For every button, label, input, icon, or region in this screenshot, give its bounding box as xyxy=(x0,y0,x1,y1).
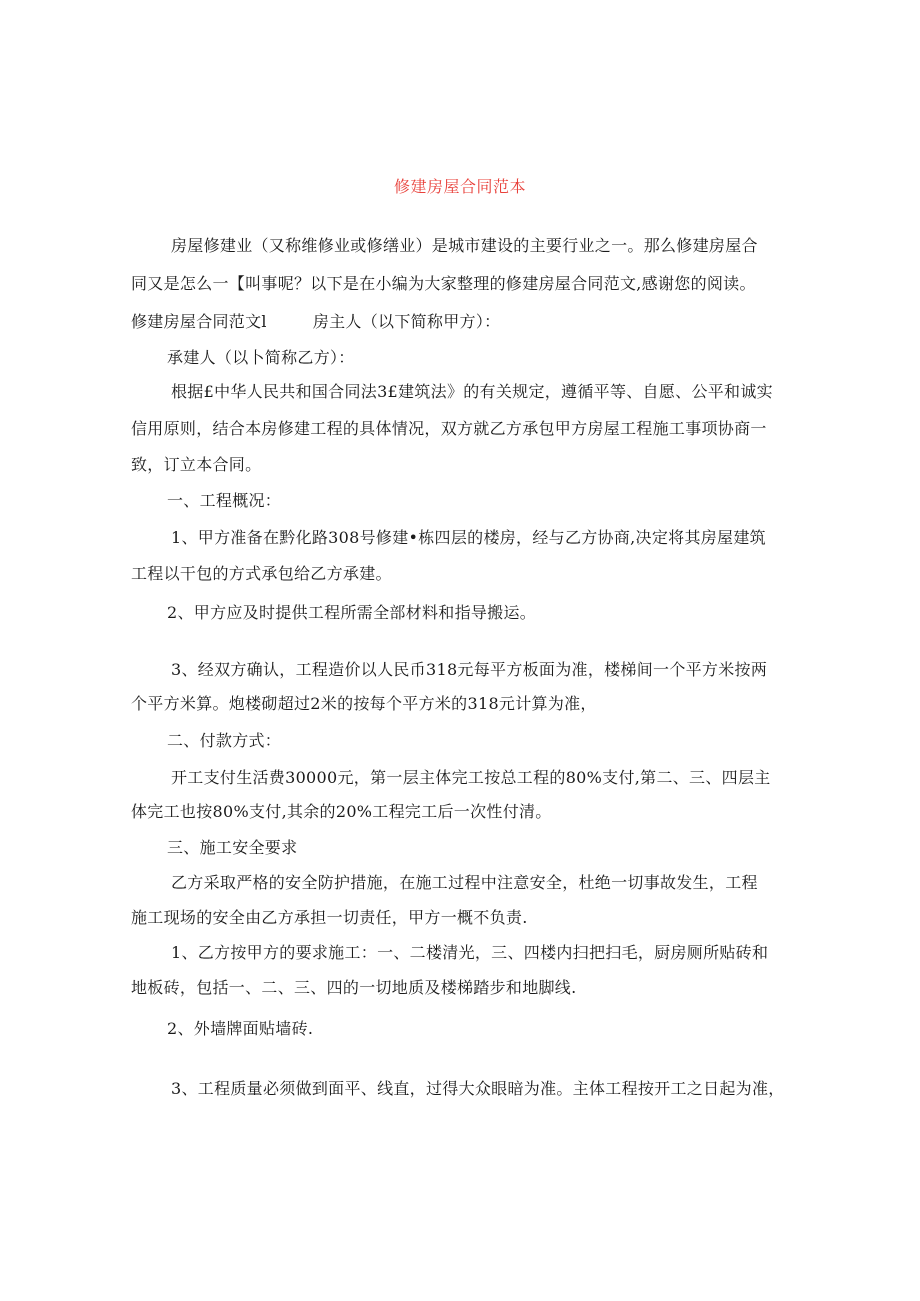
clause-3-2: 2、外墙牌面贴墙砖. xyxy=(167,1019,314,1038)
clause-1-1-line-1: 1、甲方准备在黔化路308号修建•栋四层的楼房，经与乙方协商,决定将其房屋建筑 xyxy=(171,528,766,547)
basis-line-1: 根据£中华人民共和国合同法3£建筑法》的有关规定，遵循平等、自愿、公平和诚实 xyxy=(171,382,773,401)
safety-line-1: 乙方采取严格的安全防护措施，在施工过程中注意安全，杜绝一切事故发生，工程 xyxy=(171,873,758,892)
section-1-heading: 一、工程概况： xyxy=(167,491,282,510)
clause-1-3-line-1: 3、经双方确认，工程造价以人民币318元每平方板面为准，楼梯间一个平方米按两 xyxy=(171,660,768,679)
basis-line-2: 信用原则，结合本房修建工程的具体情况，双方就乙方承包甲方房屋工程施工事项协商一 xyxy=(131,419,767,438)
clause-3-1-line-1: 1、乙方按甲方的要求施工：一、二楼清光，三、四楼内扫把扫毛，厨房厕所贴砖和 xyxy=(171,943,769,962)
intro-line-2: 同又是怎么一【叫事呢？以下是在小编为大家整理的修建房屋合同范文,感谢您的阅读。 xyxy=(131,274,756,293)
intro-line-1: 房屋修建业（又称维修业或修缮业）是城市建设的主要行业之一。那么修建房屋合 xyxy=(171,236,758,255)
safety-line-2: 施工现场的安全由乙方承担一切责任，甲方一概不负责. xyxy=(131,908,528,927)
contract-subtitle: 修建房屋合同范文l xyxy=(131,312,267,331)
payment-line-1: 开工支付生活费30000元，第一层主体完工按总工程的80%支付,第二、三、四层主 xyxy=(171,768,771,787)
basis-line-3: 致，订立本合同。 xyxy=(131,455,262,474)
payment-line-2: 体完工也按80%支付,其余的20%工程完工后一次性付清。 xyxy=(131,802,552,821)
section-2-heading: 二、付款方式： xyxy=(167,731,282,750)
clause-1-3-line-2: 个平方米算。炮楼砌超过2米的按每个平方米的318元计算为准， xyxy=(131,694,597,713)
section-3-heading: 三、施工安全要求 xyxy=(167,838,298,857)
clause-1-1-line-2: 工程以干包的方式承包给乙方承建。 xyxy=(131,564,392,583)
clause-3-3-line-1: 3、工程质量必须做到面平、线直，过得大众眼暗为准。主体工程按开工之日起为准， xyxy=(171,1079,785,1098)
document-title: 修建房屋合同范本 xyxy=(393,177,526,196)
clause-3-1-line-2: 地板砖，包括一、二、三、四的一切地质及楼梯踏步和地脚线. xyxy=(131,978,577,997)
contract-heading-line xyxy=(131,306,791,337)
clause-1-2: 2、甲方应及时提供工程所需全部材料和指导搬运。 xyxy=(167,603,537,622)
party-a-label: 房主人（以下简称甲方）： xyxy=(312,312,501,331)
party-b-label: 承建人（以卜简称乙方）： xyxy=(167,348,355,367)
